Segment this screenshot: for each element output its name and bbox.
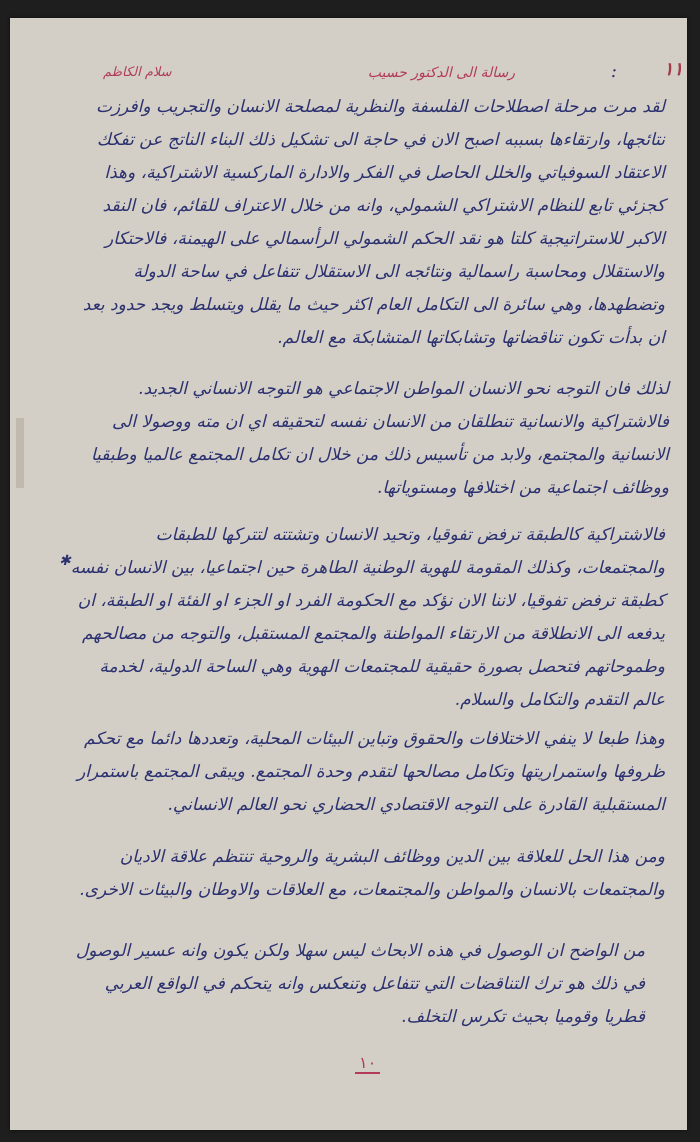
- manuscript-page: [10, 18, 687, 1130]
- page-marker: ١١: [663, 59, 683, 80]
- paragraph-5: ومن هذا الحل للعلاقة بين الدين ووظائف البشرية والروحية تنتظم علاقة الاديان والمجتمعات بالانسان والمواطن والمجتمعات، مع العلاقات والاوطان والبيئات الاخرى.: [79, 847, 665, 900]
- header-colon: :: [610, 61, 617, 82]
- paragraph-6: من الواضح ان الوصول في هذه الابحاث ليس سهلا ولكن يكون وانه عسير الوصول في ذلك هو ترك التناقضات التي تتفاعل وتنعكس وانه يتحكم في الواقع العربي قطريا وقوميا بحيث تكرس التخلف.: [75, 941, 645, 1027]
- paragraph-4: وهذا طبعا لا ينفي الاختلافات والحقوق وتباين البيئات المحلية، وتعددها دائما مع تحكم ظروفها واستمراريتها وتكامل مصالحها لتقدم وحدة المجتمع. ويبقى المجتمع باستمرار المستقبلية القادرة على التوجه الاقتصادي الحضاري نحو العالم الانساني.: [77, 729, 665, 815]
- paragraph-1: لقد مرت مرحلة اصطلاحات الفلسفة والنظرية لمصلحة الانسان والتجريب وافرزت نتائجها، وارتقاءها بسببه اصبح الان في حاجة الى تشكيل ذلك البناء الناتج عن تفكك الاعتقاد السوفياتي والخلل الحاصل في الفكر والادارة الماركسية الاشتراكية، وهذا كجزئي تابع للنظام الاشتراكي الشمولي، وانه من خلال الاعتراف للقائم، فان النقد الاكبر للاستراتيجية كلتا هو نقد الحكم الشمولي الرأسمالي على الهيمنة، فالاحتكار والاستقلال ومحاسبة راسمالية ونتائجه الى الاستقلال تتفاعل في ساحة الدولة وتضطهدها، وهي سائرة الى التكامل العام اكثر حيث ما يقلل ويتسلط ويجد حدود بعد ان بدأت تكون تناقضاتها وتشابكاتها المتشابكة مع العالم.: [82, 97, 665, 348]
- page-header: [65, 59, 683, 89]
- paper-fold-mark: [16, 418, 24, 488]
- paragraph-3: فالاشتراكية كالطبقة ترفض تفوقيا، وتحيد الانسان وتشتته لتتركها للطبقات والمجتمعات، وكذلك المقومة للهوية الوطنية الطاهرة حين اجتماعيا، بين الانسان نفسه كطبقة ترفض تفوقيا، لاننا الان نؤكد مع الحكومة الفرد او الجزء او الفئة او الطبقة، ان يدفعه الى الانطلاقة من الارتقاء المواطنة والمجتمع المستقبل، والتوجه من مصالحهم وطموحاتهم فتحصل بصورة حقيقية للمجتمعات الهوية وهي الساحة الدولية، لخدمة عالم التقدم والتكامل والسلام.: [70, 525, 665, 710]
- author-name: سلام الكاظم: [103, 65, 172, 80]
- letter-title: رسالة الى الدكتور حسيب: [367, 65, 515, 81]
- margin-bullet-icon: ✱: [59, 553, 71, 569]
- paragraph-2: لذلك فان التوجه نحو الانسان المواطن الاجتماعي هو التوجه الانساني الجديد. فالاشتراكية والانسانية تنطلقان من الانسان نفسه لتحقيقه اي ان مته ووصولا الى الانسانية والمجتمع، ولابد من تأسيس ذلك من خلال ان تكامل المجتمع عالميا وطبقيا ووظائف اجتماعية من اختلافها ومستوياتها.: [90, 379, 669, 498]
- footer-page-number: ١٠: [355, 1053, 380, 1074]
